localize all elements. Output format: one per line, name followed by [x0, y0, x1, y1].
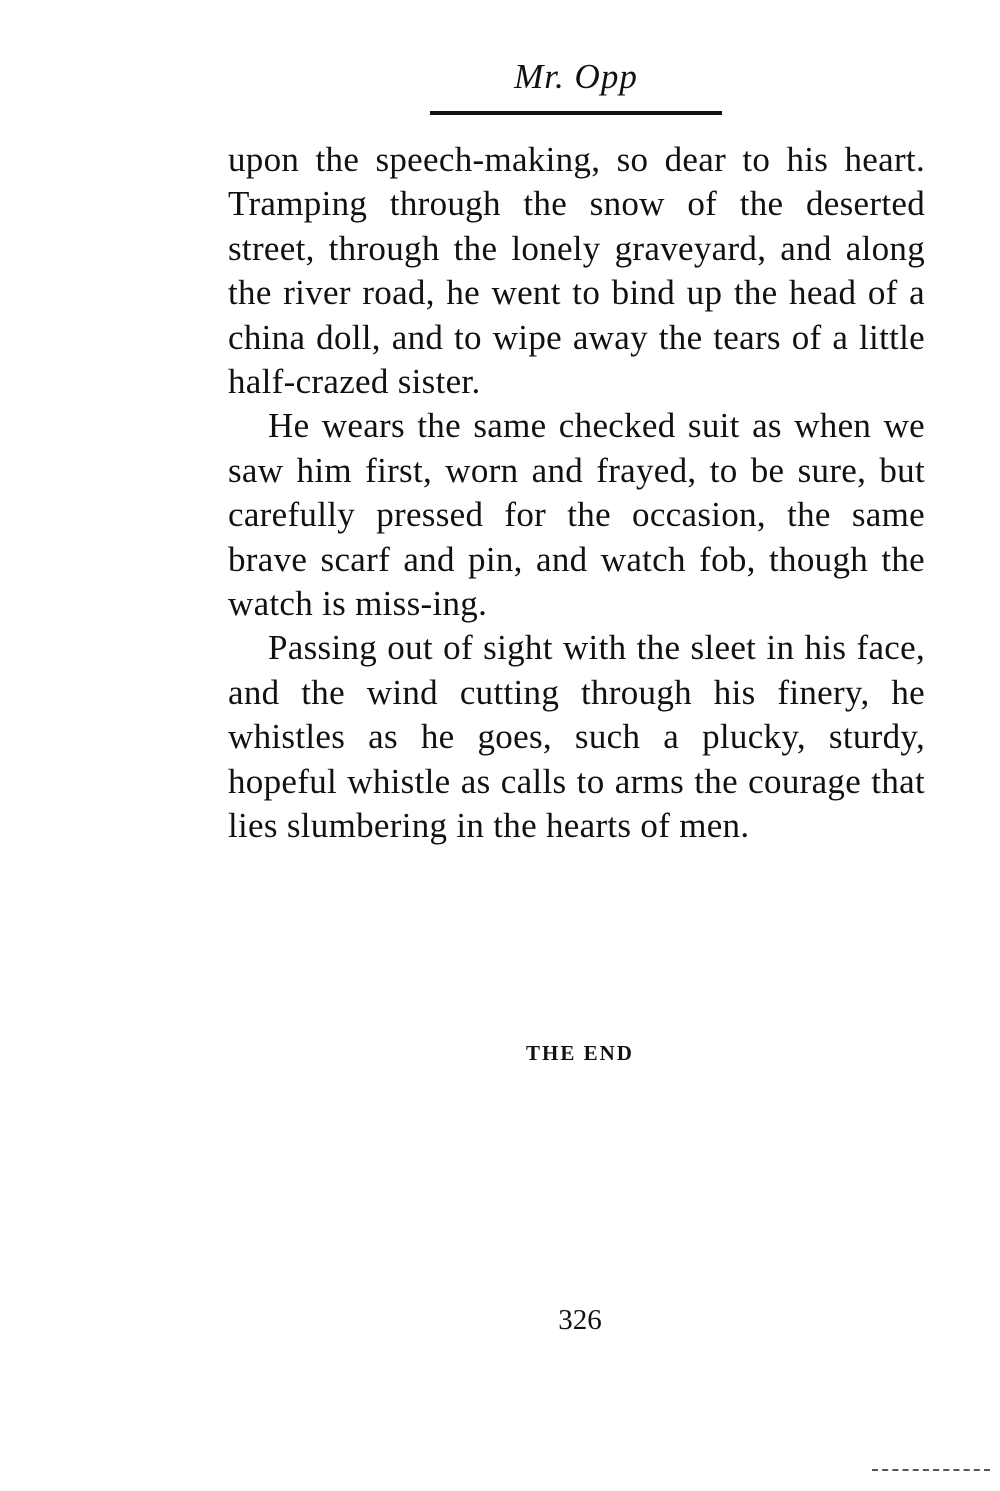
page-number: 326	[558, 1304, 602, 1336]
body-text	[228, 138, 925, 849]
scan-edge-mark	[872, 1469, 990, 1471]
paragraph-continued: upon the speech-making, so dear to his heart. Tramping through the snow of the deserted street, through the lonely graveyard, and along the river road, he went to bind up the head of a china doll, and to wipe away the tears of a little half-crazed sister.	[228, 140, 925, 402]
header-rule	[430, 111, 722, 115]
paragraph: Passing out of sight with the sleet in his face, and the wind cutting through his finery, he whistles as he goes, such a plucky, sturdy, hopeful whistle as calls to arms the courage that lies slumbering in the hearts of men.	[228, 628, 925, 846]
running-head: Mr. Opp	[514, 57, 638, 96]
the-end-label: THE END	[526, 1041, 634, 1065]
paragraph: He wears the same checked suit as when we saw him first, worn and frayed, to be sure, but carefully pressed for the occasion, the same brave scarf and pin, and watch fob, though the watch is miss-ing.	[228, 406, 925, 624]
